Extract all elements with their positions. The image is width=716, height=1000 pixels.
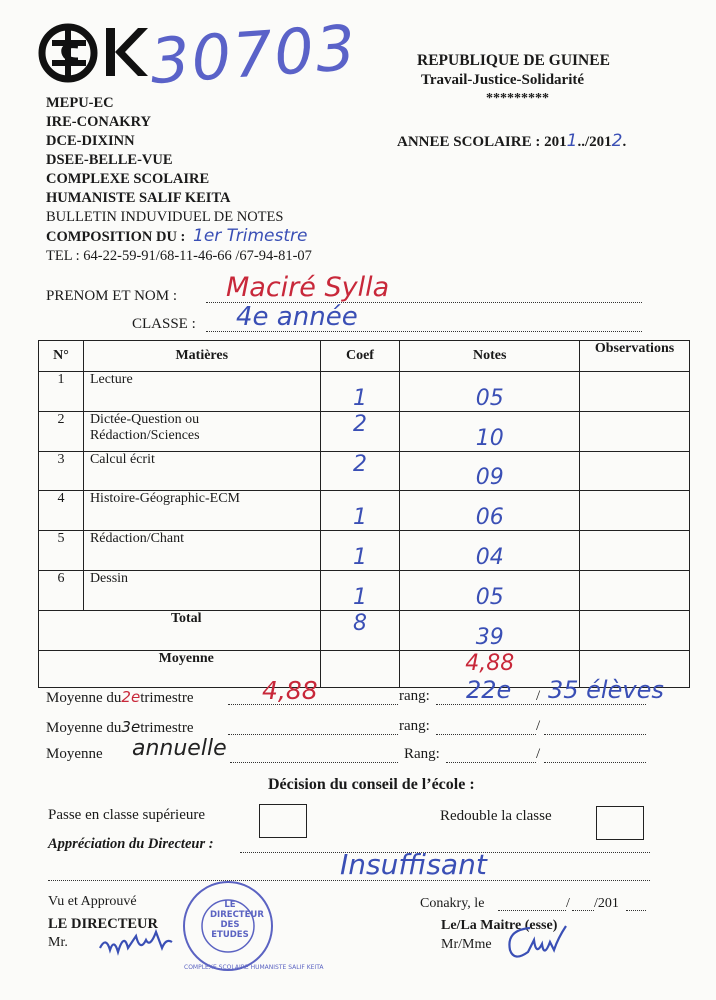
table-row — [39, 491, 690, 531]
row-subject — [83, 372, 320, 412]
annual-label: Moyenne — [46, 746, 103, 762]
class-value: 4e année — [236, 302, 358, 332]
subject-text: Histoire-Géographic-ECM — [89, 491, 241, 506]
school-year — [397, 131, 626, 151]
row-note: 05 — [400, 372, 580, 412]
row-observation — [580, 452, 690, 491]
date-slash: / — [566, 896, 570, 911]
row-number: 6 — [39, 571, 84, 611]
subject-text: Lecture — [89, 372, 133, 387]
subject-text-2: Rédaction/Sciences — [89, 428, 200, 443]
repeat-label: Redouble la classe — [440, 808, 552, 824]
teacher-mr-mme: Mr/Mme — [441, 937, 492, 952]
telephone: TEL : 64-22-59-91/68-11-46-66 /67-94-81-07 — [46, 248, 312, 264]
year-end: . — [622, 134, 627, 150]
pass-label: Passe en classe supérieure — [48, 807, 206, 823]
row-note: 05 — [400, 571, 580, 611]
m2-value: 4,88 — [262, 676, 318, 705]
composition-line — [46, 227, 312, 247]
row-note: 10 — [400, 412, 580, 452]
row-subject — [83, 491, 320, 531]
row-observation — [580, 372, 690, 412]
republic-title: REPUBLIQUE DE GUINEE — [417, 52, 610, 69]
m3-label-b: trimestre — [140, 720, 194, 736]
subject-text: Dictée-Question ou — [89, 412, 200, 427]
stamp-outer-text: COMPLEXE SCOLAIRE HUMANISTE SALIF KEITA — [184, 964, 324, 971]
pass-checkbox[interactable] — [259, 804, 307, 838]
subject-text: Dessin — [89, 571, 129, 586]
m3-hand-num: 3e — [121, 718, 141, 736]
row-note: 09 — [400, 452, 580, 491]
m2-total: 35 élèves — [548, 676, 664, 704]
row-coef: 2 — [320, 452, 400, 491]
motto: Travail-Justice-Solidarité — [421, 72, 585, 88]
row-coef: 1 — [320, 531, 400, 571]
date-year: /201 — [594, 896, 619, 911]
place-label: Conakry, le — [420, 896, 485, 911]
appreciation-label: Appréciation du Directeur : — [48, 836, 214, 852]
director-signature — [96, 918, 176, 967]
grades-table — [38, 340, 690, 688]
row-coef: 2 — [320, 412, 400, 452]
moyenne-label: Moyenne — [39, 651, 321, 688]
m3-label-a: Moyenne du — [46, 720, 122, 736]
director-label: LE DIRECTEUR — [48, 916, 158, 932]
stamp-inner-text: LE DIRECTEUR DES ETUDES — [210, 900, 264, 940]
row-subject — [83, 571, 320, 611]
row-number: 4 — [39, 491, 84, 531]
header-line-4: DSEE-BELLE-VUE — [46, 152, 173, 168]
subject-text: Calcul écrit — [89, 452, 155, 467]
row-coef: 1 — [320, 571, 400, 611]
decision-title: Décision du conseil de l’école : — [268, 776, 475, 793]
row-observation — [580, 531, 690, 571]
col-header-number: N° — [39, 341, 84, 372]
logo — [34, 22, 152, 84]
row-observation — [580, 412, 690, 452]
row-note: 06 — [400, 491, 580, 531]
row-observation — [580, 491, 690, 531]
row-subject — [83, 452, 320, 491]
year2-hand: 2 — [611, 131, 623, 151]
m2-label-a: Moyenne du — [46, 690, 122, 706]
row-coef: 1 — [320, 372, 400, 412]
col-header-notes: Notes — [400, 341, 580, 372]
annual-hand: annuelle — [132, 736, 227, 761]
m3-slash: / — [536, 718, 541, 734]
table-header-row — [39, 341, 690, 372]
teacher-label: Le/La Maitre (esse) — [441, 918, 558, 933]
moyenne-coef — [320, 651, 400, 688]
col-header-coef: Coef — [320, 341, 400, 372]
appreciation-value: Insuffisant — [340, 848, 487, 881]
col-header-observations: Observations — [580, 341, 690, 372]
row-number: 1 — [39, 372, 84, 412]
total-note: 39 — [400, 611, 580, 651]
year1-hand: 1 — [566, 131, 578, 151]
header-line-1: MEPU-EC — [46, 95, 114, 111]
m2-rang-label: rang: — [399, 688, 430, 704]
row-number: 3 — [39, 452, 84, 491]
stars: ********* — [486, 91, 549, 106]
row-note: 04 — [400, 531, 580, 571]
m2-rang: 22e — [466, 676, 512, 704]
row-observation — [580, 571, 690, 611]
composition-label: COMPOSITION DU : — [46, 229, 186, 245]
average-2nd-term — [46, 688, 194, 707]
teacher-signature — [500, 920, 570, 971]
subject-text: Rédaction/Chant — [89, 531, 185, 546]
m3-rang-label: rang: — [399, 718, 430, 734]
student-name: Maciré Sylla — [226, 272, 390, 303]
header-line-6: HUMANISTE SALIF KEITA — [46, 190, 231, 206]
row-coef: 1 — [320, 491, 400, 531]
handwritten-number: 30703 — [147, 10, 360, 99]
table-row — [39, 452, 690, 491]
row-subject — [83, 412, 320, 452]
m2-hand-num: 2e — [121, 688, 141, 706]
table-row — [39, 571, 690, 611]
school-year-label: ANNEE SCOLAIRE : 201 — [397, 134, 567, 150]
total-row — [39, 611, 690, 651]
class-label: CLASSE : — [132, 316, 196, 332]
m2-label-b: trimestre — [140, 690, 194, 706]
repeat-checkbox[interactable] — [596, 806, 644, 840]
row-number: 5 — [39, 531, 84, 571]
annual-slash: / — [536, 746, 541, 762]
row-number: 2 — [39, 412, 84, 452]
header-line-3: DCE-DIXINN — [46, 133, 135, 149]
average-3rd-term — [46, 718, 194, 737]
row-subject — [83, 531, 320, 571]
total-observation — [580, 611, 690, 651]
annual-rang-label: Rang: — [404, 746, 440, 762]
m2-slash: / — [536, 688, 541, 704]
table-row — [39, 412, 690, 452]
table-row — [39, 372, 690, 412]
moyenne-value: 4,88 — [400, 651, 580, 688]
header-line-2: IRE-CONAKRY — [46, 114, 152, 130]
approved-label: Vu et Approuvé — [48, 894, 137, 909]
name-label: PRENOM ET NOM : — [46, 288, 177, 304]
year-middle: ../201 — [577, 134, 612, 150]
header-left — [46, 94, 312, 266]
table-row — [39, 531, 690, 571]
header-line-7: BULLETIN INDUVIDUEL DE NOTES — [46, 209, 284, 225]
director-mr: Mr. — [48, 935, 68, 950]
total-label: Total — [39, 611, 321, 651]
header-line-5: COMPLEXE SCOLAIRE — [46, 171, 210, 187]
col-header-subject: Matières — [83, 341, 320, 372]
total-coef: 8 — [320, 611, 400, 651]
composition-value: 1er Trimestre — [193, 226, 308, 246]
